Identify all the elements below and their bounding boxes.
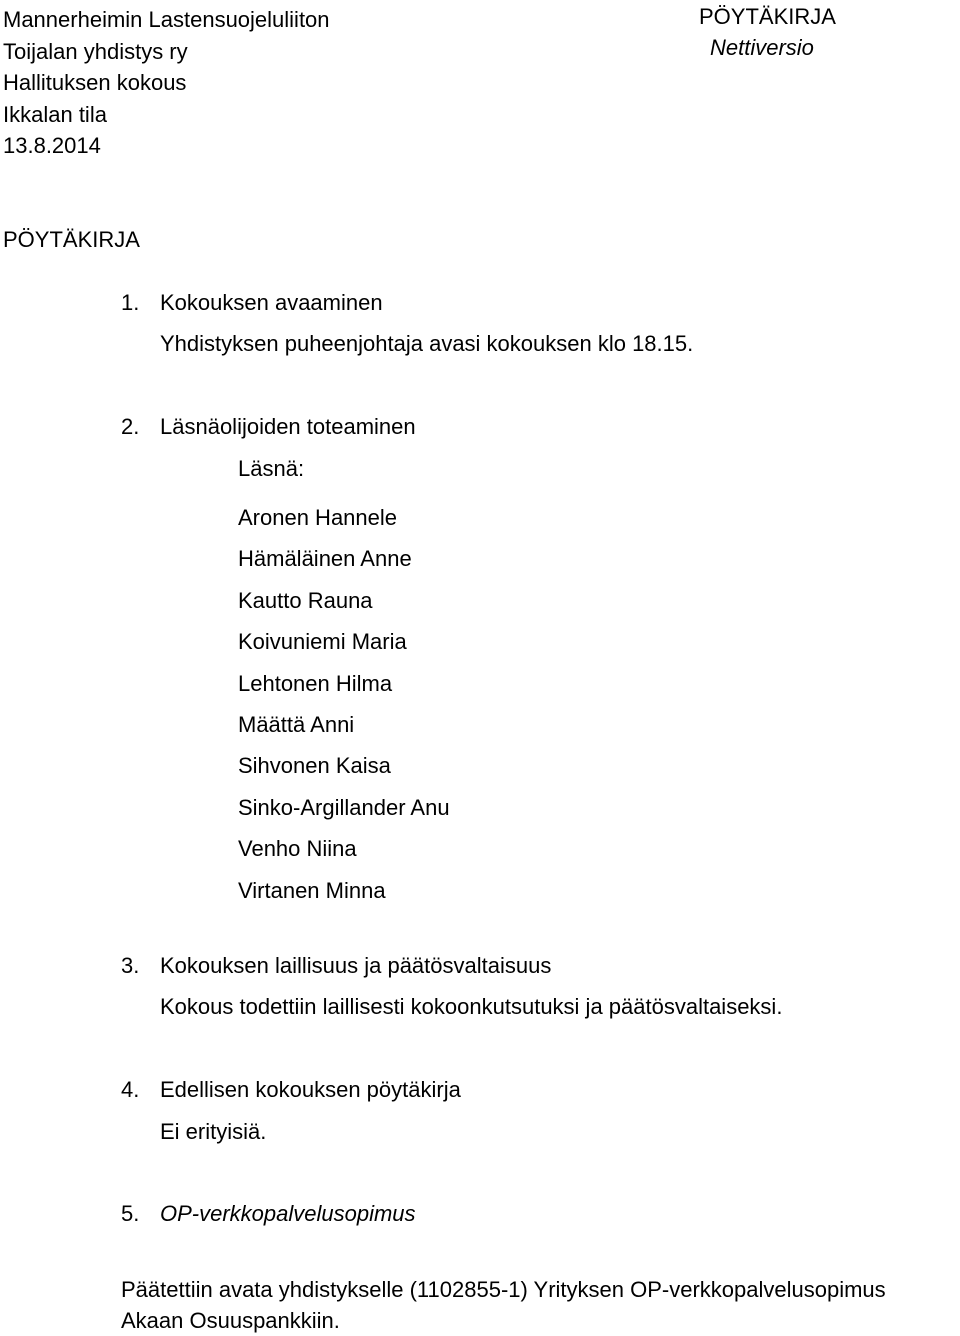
body-line: Akaan Osuuspankkiin. xyxy=(121,1308,340,1333)
org-header xyxy=(3,4,330,162)
attendee: Kautto Rauna xyxy=(238,587,373,613)
attendee: Aronen Hannele xyxy=(238,505,398,530)
attendee: Sinko-Argillander Anu xyxy=(238,794,450,820)
section-number: 5. xyxy=(121,1201,140,1226)
attendee: Lehtonen Hilma xyxy=(238,670,393,696)
body-line: Päätettiin avata yhdistykselle (1102855-1) Yrityksen OP-verkkopalvelusopimus xyxy=(121,1277,886,1302)
doc-type-label: PÖYTÄKIRJA xyxy=(699,4,836,29)
attendee: Määttä Anni xyxy=(238,712,355,738)
present-label: Läsnä: xyxy=(238,456,305,481)
doc-title: PÖYTÄKIRJA xyxy=(3,227,140,252)
section-body: Ei erityisiä. xyxy=(160,1119,267,1144)
attendee-list xyxy=(238,497,450,911)
meeting-type: Hallituksen kokous xyxy=(3,70,187,95)
meeting-place: Ikkalan tila xyxy=(3,101,107,127)
section-number: 4. xyxy=(121,1077,140,1102)
section-title: Kokouksen laillisuus ja päätösvaltaisuus xyxy=(160,953,552,978)
org-name: Mannerheimin Lastensuojeluliiton xyxy=(3,7,330,32)
section-body: Kokous todettiin laillisesti kokoonkutsutuksi ja päätösvaltaiseksi. xyxy=(160,994,783,1019)
section-number: 2. xyxy=(121,414,140,439)
section-number: 3. xyxy=(121,953,140,978)
attendee: Sihvonen Kaisa xyxy=(238,753,391,779)
section-title: Kokouksen avaaminen xyxy=(160,290,383,315)
attendee: Venho Niina xyxy=(238,836,357,862)
attendee: Koivuniemi Maria xyxy=(238,629,407,655)
section-title: Läsnäolijoiden toteaminen xyxy=(160,414,416,439)
meeting-date: 13.8.2014 xyxy=(3,133,101,158)
version-label: Nettiversio xyxy=(710,35,814,60)
section-body xyxy=(121,1274,886,1336)
org-branch: Toijalan yhdistys ry xyxy=(3,38,188,64)
section-title: Edellisen kokouksen pöytäkirja xyxy=(160,1077,461,1102)
section-body: Yhdistyksen puheenjohtaja avasi kokouksen klo 18.15. xyxy=(160,331,694,356)
section-number: 1. xyxy=(121,290,140,315)
attendee: Virtanen Minna xyxy=(238,877,386,903)
section-title: OP-verkkopalvelusopimus xyxy=(160,1201,416,1226)
attendee: Hämäläinen Anne xyxy=(238,546,412,572)
